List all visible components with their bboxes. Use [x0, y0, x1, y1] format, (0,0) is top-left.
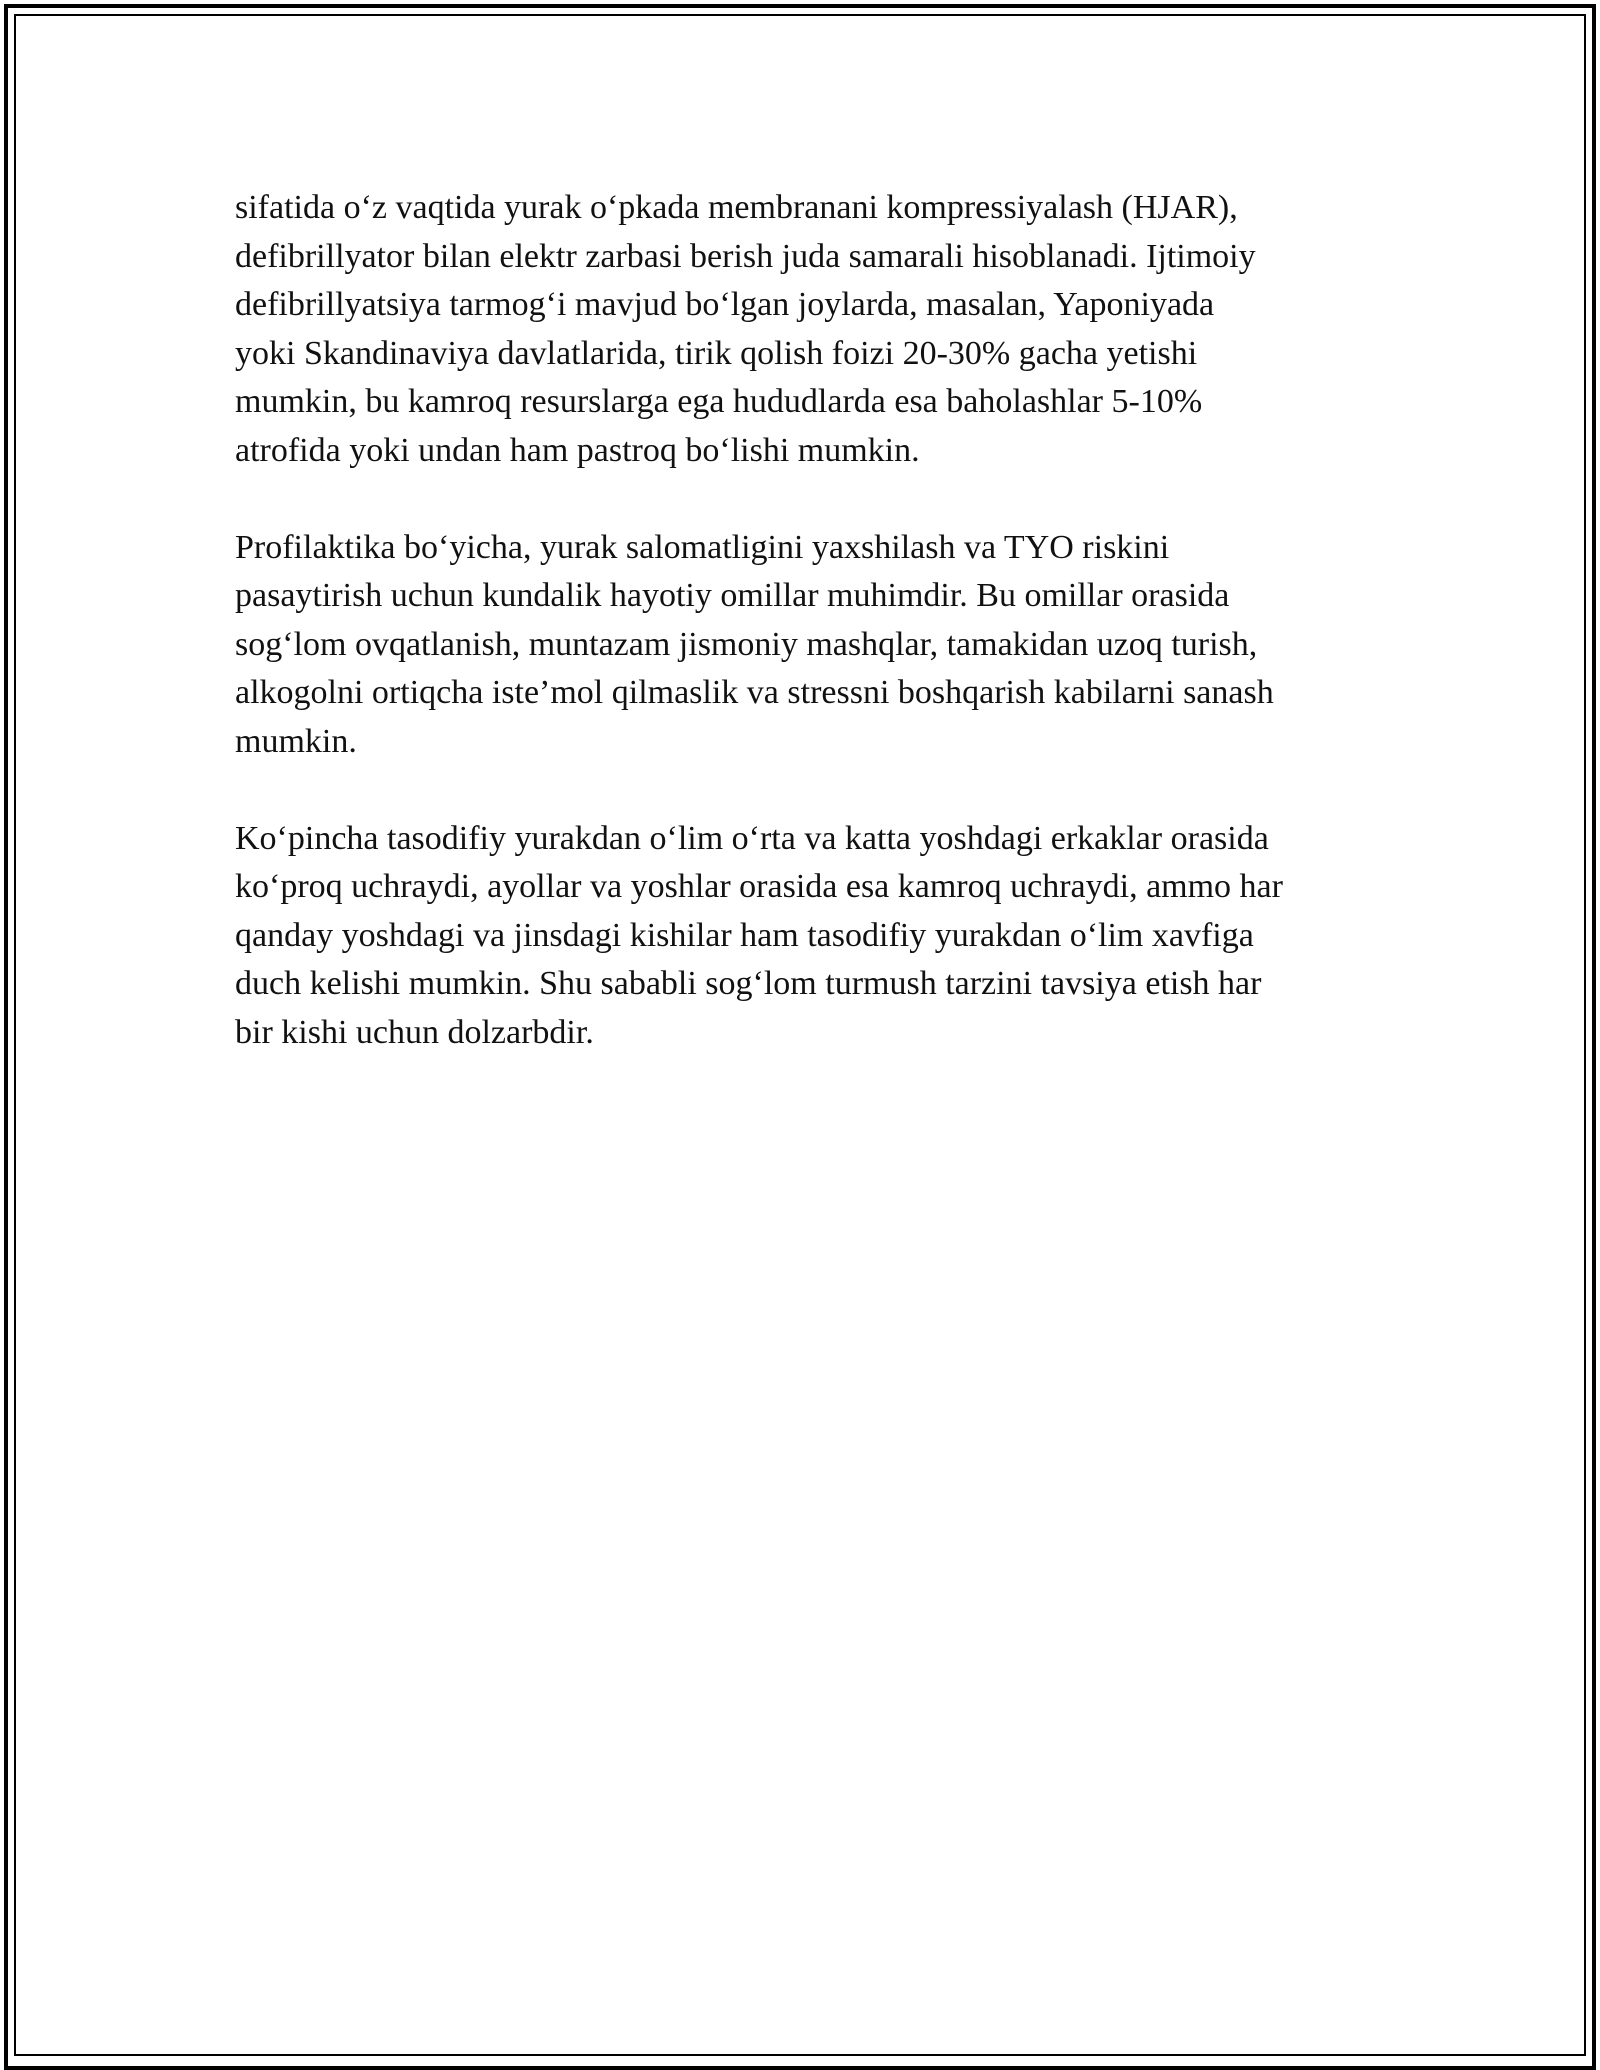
document-body: [235, 184, 1385, 1106]
paragraph-2: Profilaktika bo‘yicha, yurak salomatligini yaxshilash va TYO riskini pasaytirish uchun kundalik hayotiy omillar muhimdir. Bu omillar orasida sog‘lom ovqatlanish, muntazam jismoniy mashqlar, tamakidan uzoq turish, alkogolni ortiqcha iste’mol qilmaslik va stressni boshqarish kabilarni sanash mumkin.: [235, 528, 1274, 760]
paragraph-1: sifatida o‘z vaqtida yurak o‘pkada membranani kompressiyalash (HJAR), defibrillyator bilan elektr zarbasi berish juda samarali hisoblanadi. Ijtimoiy defibrillyatsiya tarmog‘i mavjud bo‘lgan joylarda, masalan, Yaponiyada yoki Skandinaviya davlatlarida, tirik qolish foizi 20-30% gacha yetishi mumkin, bu kamroq resurslarga ega hududlarda esa baholashlar 5-10% atrofida yoki undan ham pastroq bo‘lishi mumkin.: [235, 189, 1256, 469]
paragraph-3: Ko‘pincha tasodifiy yurakdan o‘lim o‘rta va katta yoshdagi erkaklar orasida ko‘proq uchraydi, ayollar va yoshlar orasida esa kamroq uchraydi, ammo har qanday yoshdagi va jinsdagi kishilar ham tasodifiy yurakdan o‘lim xavfiga duch kelishi mumkin. Shu sababli sog‘lom turmush tarzini tavsiya etish har bir kishi uchun dolzarbdir.: [235, 819, 1283, 1051]
